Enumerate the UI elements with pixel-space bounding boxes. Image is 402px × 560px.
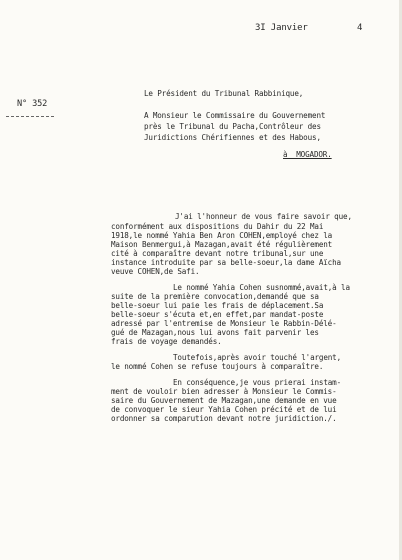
sender-line: Le Président du Tribunal Rabbinique,: [144, 89, 304, 98]
body-line: le nommé Cohen se refuse toujours à comparaître.: [111, 362, 324, 371]
body-line: belle-soeur s'écuta et,en effet,par mandat-poste: [111, 310, 324, 319]
body-line: J'ai l'honneur de vous faire savoir que,: [175, 212, 352, 221]
recipient-line: près le Tribunal du Pacha,Contrôleur des: [144, 122, 321, 131]
page-number: 4: [357, 23, 363, 33]
recipient-line: Juridictions Chérifiennes et des Habous,: [144, 133, 321, 142]
body-line: frais de voyage demandés.: [111, 337, 222, 346]
body-line: Maison Benmergui,à Mazagan,avait été régulièrement: [111, 240, 333, 249]
body-line: belle-soeur lui paie les frais de déplacement.Sa: [111, 301, 324, 310]
body-line: ment de vouloir bien adresser à Monsieur le Commis-: [111, 387, 337, 396]
body-line: gué de Mazagan,nous lui avons fait parvenir les: [111, 328, 319, 337]
letter-date: 3I Janvier: [255, 23, 308, 33]
body-line: instance introduite par sa belle-soeur,la dame Aïcha: [111, 258, 341, 267]
body-line: conformément aux dispositions du Dahir du 22 Mai: [111, 222, 324, 231]
recipient-line: A Monsieur le Commissaire du Gouvernement: [144, 111, 326, 120]
body-line: cité à comparaître devant notre tribunal,sur une: [111, 249, 324, 258]
body-line: 1918,le nommé Yahia Ben Aron COHEN,employé chez la: [111, 231, 333, 240]
body-line: veuve COHEN,de Safi.: [111, 267, 200, 276]
body-line: saire du Gouvernement de Mazagan,une demande en vue: [111, 396, 337, 405]
body-line: Le nommé Yahia Cohen susnommé,avait,à la: [173, 283, 350, 292]
body-line: adressé par l'entremise de Monsieur le Rabbin-Délé-: [111, 319, 337, 328]
reference-number: N° 352: [17, 99, 48, 109]
recipient-city: à MOGADOR.: [283, 150, 332, 159]
reference-rule: [6, 116, 54, 117]
body-line: suite de la première convocation,demandé que sa: [111, 292, 319, 301]
body-line: ordonner sa comparution devant notre juridiction./.: [111, 414, 337, 423]
body-line: de convoquer le sieur Yahia Cohen précité et de lui: [111, 405, 337, 414]
body-line: Toutefois,après avoir touché l'argent,: [173, 353, 342, 362]
body-line: En conséquence,je vous prierai instam-: [173, 378, 342, 387]
